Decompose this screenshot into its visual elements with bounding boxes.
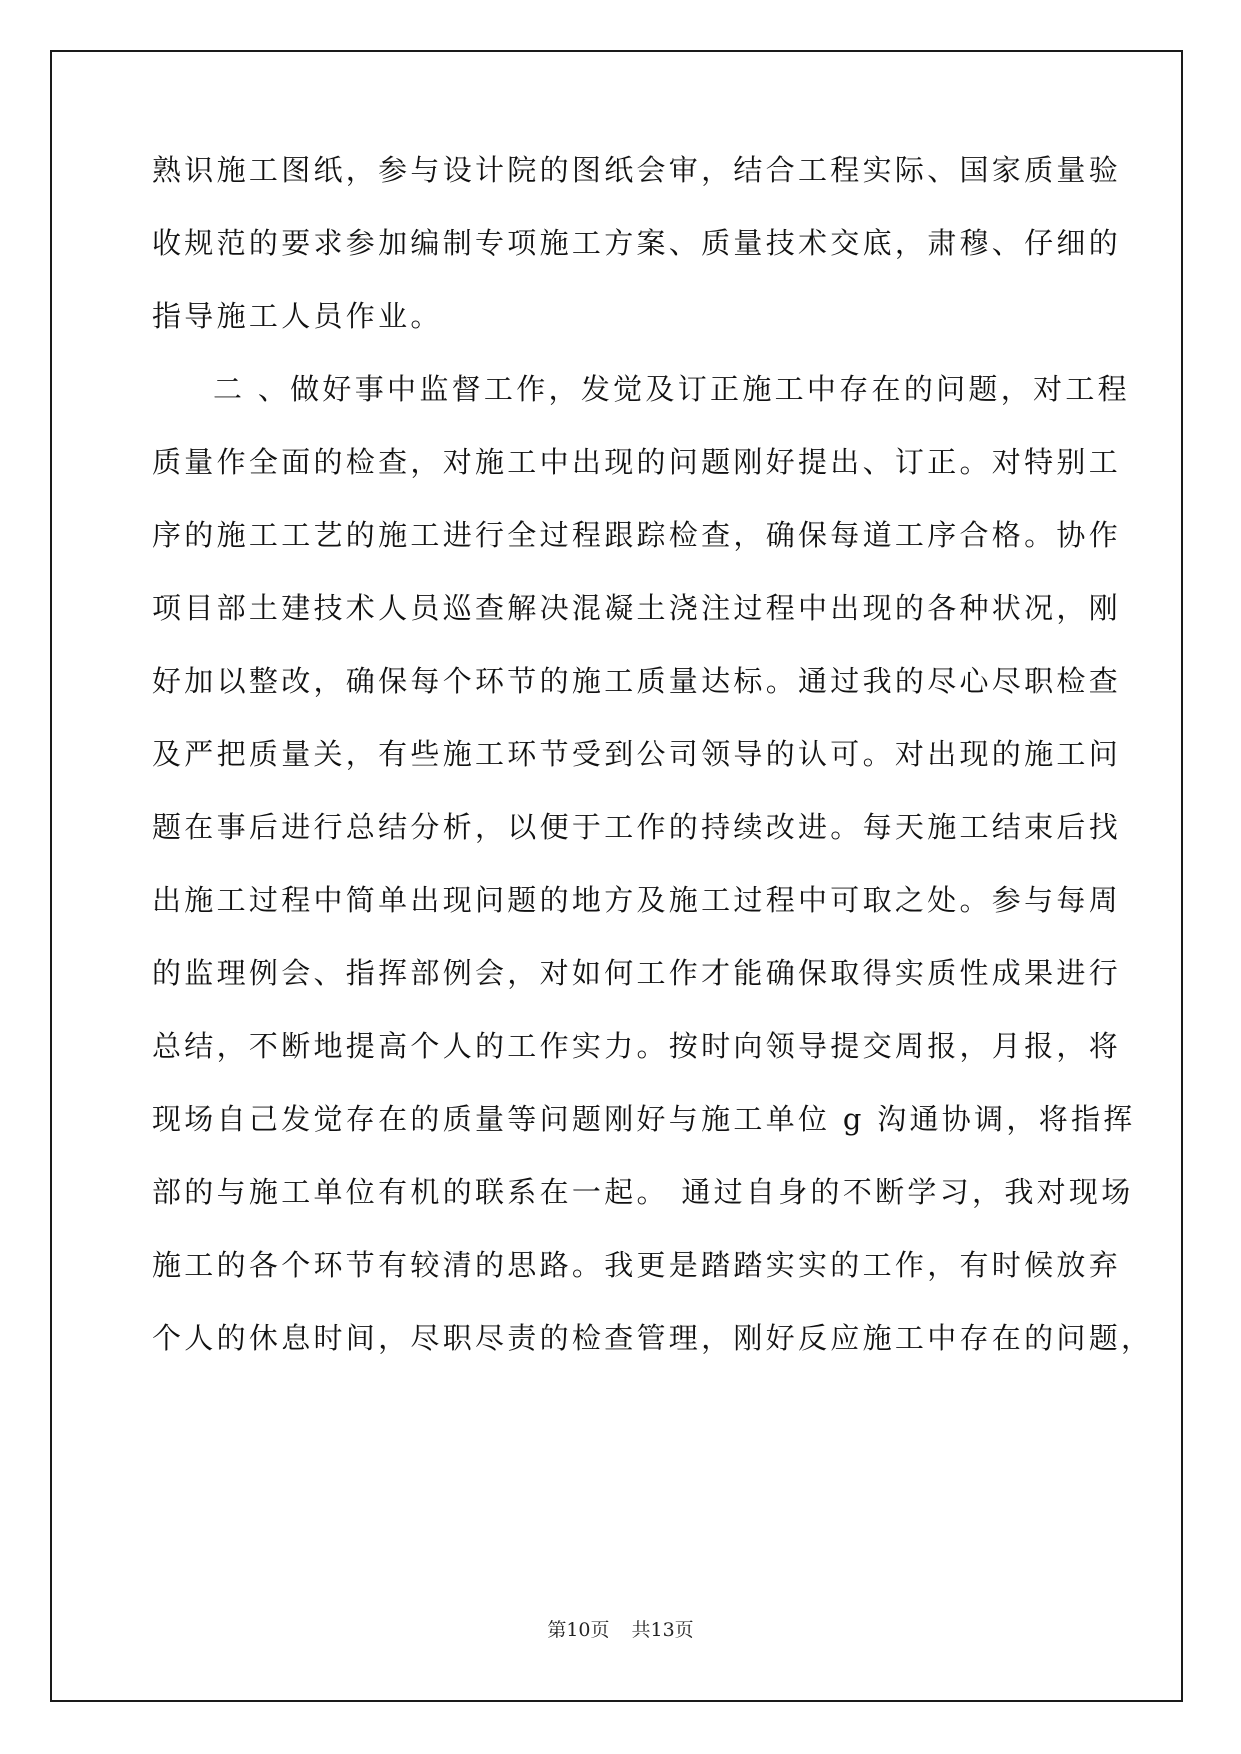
text-line: 序的施工工艺的施工进行全过程跟踪检查，确保每道工序合格。协作 [152,518,1122,552]
page-total: 共13页 [631,1619,694,1641]
page-footer [0,1618,1241,1642]
text-line: 部的与施工单位有机的联系在一起。 通过自身的不断学习，我对现场 [152,1175,1134,1209]
text-line: 的监理例会、指挥部例会，对如何工作才能确保取得实质性成果进行 [152,956,1122,990]
text-line: 总结，不断地提高个人的工作实力。按时向领导提交周报，月报，将 [152,1029,1122,1063]
text-line: 施工的各个环节有较清的思路。我更是踏踏实实的工作，有时候放弃 [152,1248,1122,1282]
text-line: 质量作全面的检查，对施工中出现的问题刚好提出、订正。对特别工 [152,445,1122,479]
page-number: 第10页 [547,1619,610,1641]
text-line: 个人的休息时间，尽职尽责的检查管理，刚好反应施工中存在的问题， [152,1321,1154,1355]
text-line: 题在事后进行总结分析，以便于工作的持续改进。每天施工结束后找 [152,810,1122,844]
text-line: 现场自己发觉存在的质量等问题刚好与施工单位 g 沟通协调，将指挥 [152,1102,1136,1136]
text-line: 及严把质量关，有些施工环节受到公司领导的认可。对出现的施工问 [152,737,1122,771]
text-line: 好加以整改，确保每个环节的施工质量达标。通过我的尽心尽职检查 [152,664,1122,698]
text-line: 熟识施工图纸，参与设计院的图纸会审，结合工程实际、国家质量验 [152,153,1122,187]
paragraph-start-line: 二 、做好事中监督工作，发觉及订正施工中存在的问题，对工程 [213,372,1130,406]
text-line: 收规范的要求参加编制专项施工方案、质量技术交底，肃穆、仔细的 [152,226,1122,260]
text-line: 项目部土建技术人员巡查解决混凝土浇注过程中出现的各种状况，刚 [152,591,1122,625]
text-line: 指导施工人员作业。 [152,299,443,333]
text-line: 出施工过程中简单出现问题的地方及施工过程中可取之处。参与每周 [152,883,1122,917]
